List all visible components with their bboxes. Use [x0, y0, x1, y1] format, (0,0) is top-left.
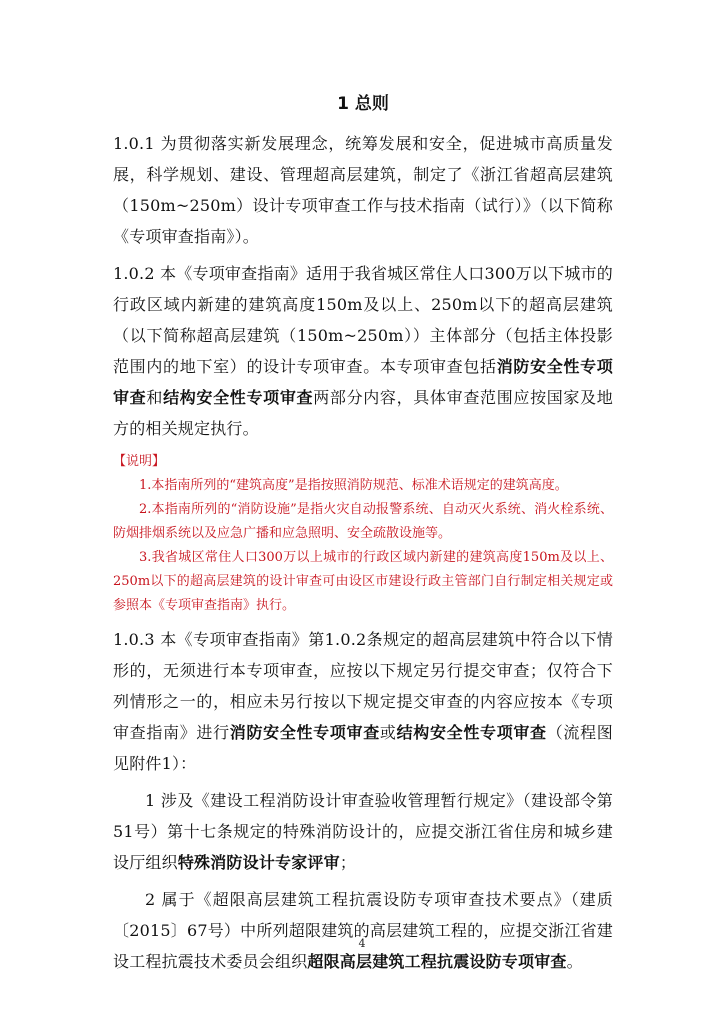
note-heading: 【说明】 — [113, 454, 166, 469]
clause-1-0-2-bold-fire: 消防安全性专项审查 — [113, 357, 613, 407]
clause-1-0-3-bold-fire: 消防安全性专项审查 — [229, 723, 380, 742]
page-number: 4 — [358, 937, 366, 950]
clause-1-0-2 — [113, 258, 613, 444]
explanation-note — [113, 450, 613, 618]
clause-1-0-2-text-a: 1.0.2 本《专项审查指南》适用于我省城区常住人口300万以下城市的行政区域内新建的建筑高度150m及以上、250m以下的超高层建筑（以下简称超高层建筑（150m~250m））主体部分（包括主体投影范围内的地下室）的设计专项审查。本专项审查包括 — [113, 264, 613, 376]
clause-1-0-2-text-b: 和 — [146, 388, 164, 407]
list-item-2-bold: 超限高层建筑工程抗震设防专项审查 — [307, 952, 567, 971]
clause-1-0-3-text-b: 或 — [379, 723, 397, 742]
note-item-1: 1.本指南所列的“建筑高度”是指按照消防规范、标准术语规定的建筑高度。 — [139, 478, 568, 493]
clause-1-0-1-text: 1.0.1 为贯彻落实新发展理念，统筹发展和安全，促进城市高质量发展，科学规划、建设、管理超高层建筑，制定了《浙江省超高层建筑（150m~250m）设计专项审查工作与技术指南（试行）》（以下简称《专项审查指南》）。 — [113, 134, 613, 246]
list-item-1-bold: 特殊消防设计专家评审 — [177, 853, 340, 872]
list-item-2-text-b: 。 — [566, 952, 583, 971]
clause-1-0-3-text-c: （流程图见附件1）： — [113, 723, 613, 773]
clause-1-0-3-bold-structure: 结构安全性专项审查 — [396, 723, 547, 742]
clause-1-0-3 — [113, 624, 613, 779]
note-item-3: 3.我省城区常住人口300万以上城市的行政区域内新建的建筑高度150m及以上、250m以下的超高层建筑的设计审查可由设区市建设行政主管部门自行制定相关规定或参照本《专项审查指南》执行。 — [113, 550, 613, 613]
list-item-1 — [113, 785, 613, 878]
clause-1-0-1 — [113, 128, 613, 252]
clause-1-0-2-text-c: 两部分内容，具体审查范围应按国家及地方的相关规定执行。 — [113, 388, 613, 438]
list-item-2 — [113, 884, 613, 977]
document-page — [113, 92, 613, 983]
note-item-2: 2.本指南所列的“消防设施”是指火灾自动报警系统、自动灭火系统、消火栓系统、防烟排烟系统以及应急广播和应急照明、安全疏散设施等。 — [113, 502, 613, 541]
list-item-1-text-b: ； — [339, 853, 357, 872]
list-item-1-text-a: 1 涉及《建设工程消防设计审查验收管理暂行规定》（建设部令第51号）第十七条规定的特殊消防设计的，应提交浙江省住房和城乡建设厅组织 — [113, 791, 613, 872]
section-title: 1 总则 — [337, 94, 389, 114]
list-item-2-text-a: 2 属于《超限高层建筑工程抗震设防专项审查技术要点》（建质〔2015〕67号）中所列超限建筑的高层建筑工程的，应提交浙江省建设工程抗震技术委员会组织 — [113, 890, 613, 971]
clause-1-0-2-bold-structure: 结构安全性专项审查 — [163, 388, 314, 407]
clause-1-0-3-text-a: 1.0.3 本《专项审查指南》第1.0.2条规定的超高层建筑中符合以下情形的，无须进行本专项审查，应按以下规定另行提交审查；仅符合下列情形之一的，相应未另行按以下规定提交审查的内容应按本《专项审查指南》进行 — [113, 630, 613, 742]
